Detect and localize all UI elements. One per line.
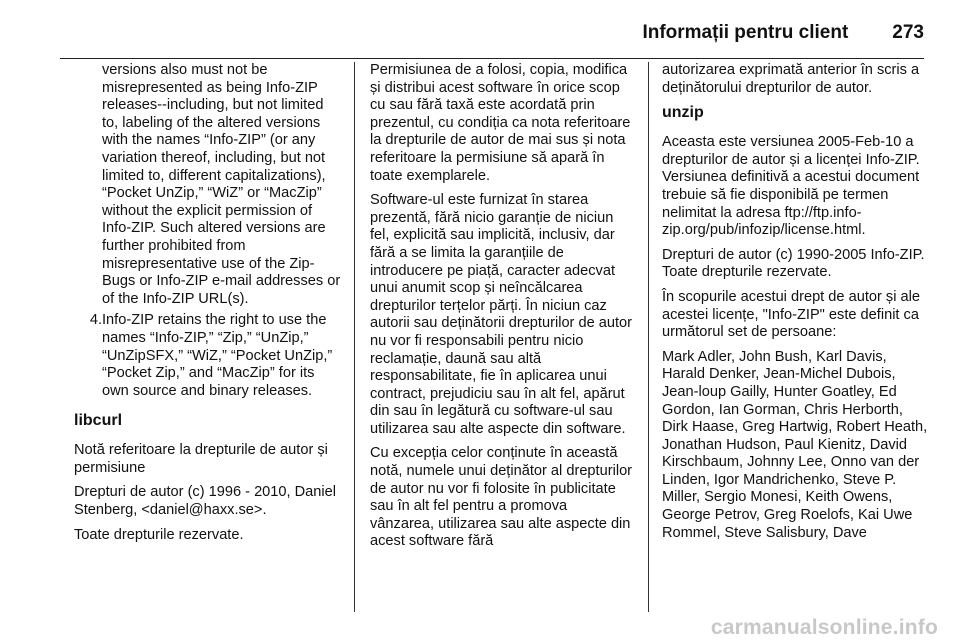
list-number: 4. bbox=[89, 312, 102, 329]
page-number: 273 bbox=[892, 22, 924, 43]
page-header bbox=[60, 22, 924, 59]
list-item-continued: versions also must not be misrepresented as being Info-ZIP releases--including, but not limited to, labeling of the altered versions with the names “Info-ZIP” (or any variation thereof, including, but not limited to, different capitalizations), “Pocket UnZip,” “WiZ” or “MacZip” without the explicit permission of Info-ZIP. Such altered versions are further prohibited from misrepresentative use of the Zip-Bugs or Info-ZIP e-mail addresses or of the Info-ZIP URL(s). bbox=[102, 62, 341, 307]
column-right bbox=[662, 62, 928, 549]
page-title: Informații pentru client bbox=[642, 22, 849, 43]
paragraph: Notă referitoare la drepturile de autor și permisiune bbox=[74, 442, 328, 476]
paragraph: autorizarea exprimată anterior în scris a deținătorului drepturilor de autor. bbox=[662, 62, 920, 96]
paragraph: Cu excepția celor conținute în această notă, numele unui deținător al drepturilor de autor nu vor fi folosite în publicitate sau în alt fel pentru a promova vânzarea, utilizarea sau alte aspecte din acest software fără bbox=[370, 445, 633, 550]
watermark: carmanualsonline.info bbox=[710, 616, 938, 639]
column-divider bbox=[648, 62, 649, 612]
paragraph: Software-ul este furnizat în starea prezentă, fără nicio garanție de niciun fel, explicită sau implicită, inclusiv, dar fără a se limita la garanțiile de introducere pe piață, caracter adecvat unui anumit scop și neîncălcarea drepturilor terțelor părți. În niciun caz autorii sau deținătorii drepturilor de autor nu vor fi responsabili pentru nicio reclamație, daună sau altă responsabilitate, fie în aplicarea unui contract, prejudiciu sau în alt fel, apărut din sau în legătură cu software-ul sau utilizarea sau alte aspecte din software. bbox=[370, 192, 633, 437]
column-left bbox=[74, 62, 342, 551]
paragraph: Drepturi de autor (c) 1996 - 2010, Daniel Stenberg, <daniel@haxx.se>. bbox=[74, 484, 337, 519]
list-text: Info-ZIP retains the right to use the names “Info-ZIP,” “Zip,” “UnZip,” “UnZipSFX,” “WiZ,” “Pocket UnZip,” “Pocket Zip,” and “MacZip” for its own source and binary releases. bbox=[102, 312, 333, 399]
paragraph: Drepturi de autor (c) 1990-2005 Info-ZIP. Toate drepturile rezervate. bbox=[662, 246, 925, 281]
column-middle bbox=[370, 62, 634, 558]
column-divider bbox=[354, 62, 355, 612]
paragraph: Mark Adler, John Bush, Karl Davis, Harald Denker, Jean-Michel Dubois, Jean-loup Gailly, Hunter Goatley, Ed Gordon, Ian Gorman, Chris Herborth, Dirk Haase, Greg Hartwig, Robert Heath, Jonathan Hudson, Paul Kienitz, David Kirschbaum, Johnny Lee, Onno van der Linden, Igor Mandrichenko, Steve P. Miller, Sergio Monesi, Keith Owens, George Petrov, Greg Roelofs, Kai Uwe Rommel, Steve Salisbury, Dave bbox=[662, 348, 928, 541]
list-item bbox=[74, 312, 342, 400]
section-heading-unzip: unzip bbox=[662, 104, 704, 122]
paragraph: Aceasta este versiunea 2005-Feb-10 a drepturilor de autor și a licenței Info-ZIP. Versiunea definitivă a acestui document trebuie să fie disponibilă pe termen nelimitat la adresa ftp://ftp.info-zip.org/pub/infozip/license.html. bbox=[662, 134, 920, 239]
paragraph: În scopurile acestui drept de autor și ale acestei licențe, "Info-ZIP" este definit ca următorul set de persoane: bbox=[662, 288, 920, 341]
section-heading-libcurl: libcurl bbox=[74, 412, 123, 430]
paragraph: Permisiunea de a folosi, copia, modifica și distribui acest software în orice scop cu sau fără taxă este acordată prin prezentul, cu condiția ca nota referitoare la drepturile de autor de mai sus și nota referitoare la permisiune să apară în toate exemplarele. bbox=[370, 62, 631, 184]
paragraph: Toate drepturile rezervate. bbox=[74, 526, 244, 543]
